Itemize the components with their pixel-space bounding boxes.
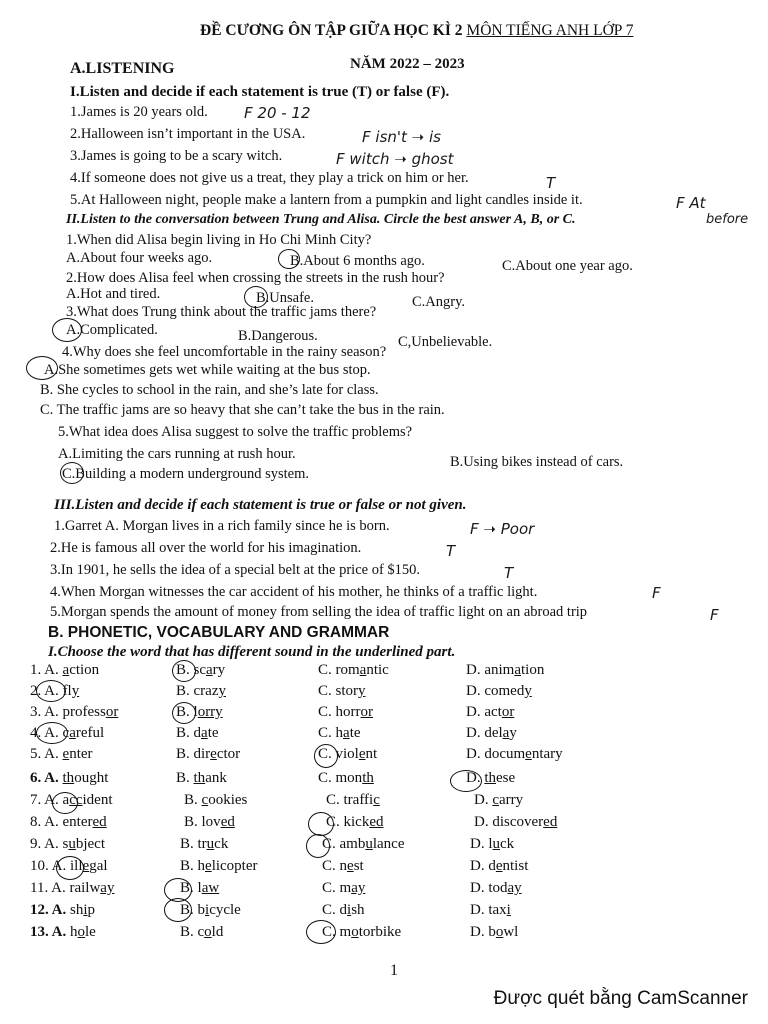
word-part: h xyxy=(70,924,78,940)
question-number: 2. A. xyxy=(30,683,63,699)
answer-circle xyxy=(56,856,84,880)
section-b-part1-title: I.Choose the word that has different sound in the underlined part. xyxy=(48,644,456,660)
word-part: C. d xyxy=(322,902,348,918)
handwritten-note: F 20 - 12 xyxy=(244,104,311,122)
part2-q3-b: B.Dangerous. xyxy=(238,328,318,344)
word-part: arry xyxy=(499,792,524,808)
word-part: B. l xyxy=(176,704,198,720)
word-part: B. d xyxy=(176,725,202,741)
word-part: D. del xyxy=(466,725,503,741)
option-c xyxy=(318,662,389,679)
word-part: B. dir xyxy=(176,746,211,762)
part2-q3-c: C,Unbelievable. xyxy=(398,334,493,350)
option-a xyxy=(30,902,95,919)
underlined-part: e xyxy=(347,858,354,874)
underlined-part: or xyxy=(105,704,119,720)
option-a xyxy=(30,662,99,679)
option-b xyxy=(180,836,228,853)
question-number: 4. A. xyxy=(30,725,63,741)
option-d xyxy=(470,902,511,919)
word-part: ank xyxy=(205,770,227,786)
part2-q1-c: C.About one year ago. xyxy=(502,258,633,274)
word-part: fl xyxy=(62,683,72,699)
question-number: 1. A. xyxy=(30,662,63,678)
answer-circle xyxy=(308,812,334,836)
underlined-part: ay xyxy=(507,880,522,896)
part2-q4-c: C. The traffic jams are so heavy that she can’t take the bus in the rain. xyxy=(40,402,445,418)
question-number: 5. A. xyxy=(30,746,63,762)
underlined-part: y xyxy=(358,683,366,699)
option-b xyxy=(176,683,226,700)
underlined-part: a xyxy=(514,662,521,678)
word-part: le xyxy=(85,924,96,940)
part3-item-4: 4.When Morgan witnesses the car accident of his mother, he thinks of a traffic light. xyxy=(50,584,538,600)
word-part: B. xyxy=(184,792,202,808)
phonetic-row xyxy=(30,924,768,944)
underlined-part: or xyxy=(360,704,373,720)
option-c xyxy=(326,792,380,809)
phonetic-row xyxy=(30,880,768,900)
handwritten-note: F At xyxy=(676,194,706,212)
word-part: B. xyxy=(176,770,194,786)
phonetic-row xyxy=(30,662,768,682)
option-c xyxy=(326,814,384,831)
word-part: C. traffi xyxy=(326,792,374,808)
part2-q3: 3.What does Trung think about the traffic jams there? xyxy=(66,304,377,320)
option-c xyxy=(318,725,361,742)
word-part: licopter xyxy=(211,858,258,874)
word-part: D. d xyxy=(470,858,496,874)
part2-q1-b: B.About 6 months ago. xyxy=(290,253,425,269)
word-part: st xyxy=(353,858,364,874)
handwritten-note: F ➝ Poor xyxy=(470,520,535,538)
option-c xyxy=(318,683,366,700)
underlined-part: a xyxy=(206,662,213,678)
word-part: te xyxy=(207,725,219,741)
part3-item-5: 5.Morgan spends the amount of money from selling the idea of traffic light on an abroad trip xyxy=(50,604,588,620)
option-c xyxy=(322,902,365,919)
option-b xyxy=(180,924,223,941)
answer-circle xyxy=(52,792,78,814)
word-part: C. mon xyxy=(318,770,363,786)
answer-circle xyxy=(164,898,192,922)
option-c xyxy=(322,858,364,875)
part2-q5: 5.What idea does Alisa suggest to solve the traffic problems? xyxy=(58,424,413,440)
part1-item-4: 4.If someone does not give us a treat, they play a trick on him or her. xyxy=(70,170,469,186)
part2-q2-a: A.Hot and tired. xyxy=(66,286,161,302)
word-part: D. act xyxy=(466,704,502,720)
underlined-part: ed xyxy=(92,814,107,830)
word-part: ction xyxy=(69,662,100,678)
underlined-part: ay xyxy=(351,880,366,896)
underlined-part: c xyxy=(373,792,380,808)
underlined-part: i xyxy=(205,902,210,918)
option-d xyxy=(466,746,563,763)
title-left: ĐỀ CƯƠNG ÔN TẬP GIỮA HỌC KÌ 2 xyxy=(200,22,467,39)
word-part: bject xyxy=(75,836,106,852)
underlined-part: e xyxy=(358,746,366,762)
option-a xyxy=(30,770,108,787)
part2-q5-c: C.Building a modern underground system. xyxy=(62,466,310,482)
option-a xyxy=(30,924,96,941)
underlined-part: th xyxy=(193,770,206,786)
underlined-part: a xyxy=(343,725,350,741)
part1-item-3: 3.James is going to be a scary witch. xyxy=(70,148,283,164)
question-number: 6. A. xyxy=(30,770,63,786)
part2-q2-b: B.Unsafe. xyxy=(256,290,314,306)
underlined-part: i xyxy=(506,902,511,918)
option-d xyxy=(466,704,514,721)
answer-circle xyxy=(60,462,84,484)
option-b xyxy=(184,792,247,809)
underlined-part: e xyxy=(82,858,90,874)
answer-circle xyxy=(278,249,300,269)
option-c xyxy=(322,880,365,897)
word-part: s xyxy=(62,836,69,852)
part3-item-1: 1.Garret A. Morgan lives in a rich family since he is born. xyxy=(54,518,390,534)
part2-q5-b: B.Using bikes instead of cars. xyxy=(450,454,624,470)
part2-q4: 4.Why does she feel uncomfortable in the rainy season? xyxy=(62,344,387,360)
word-part: p xyxy=(87,902,96,918)
option-d xyxy=(466,662,544,679)
part2-q2: 2.How does Alisa feel when crossing the streets in the rush hour? xyxy=(66,270,445,286)
word-part: C. horr xyxy=(318,704,361,720)
part1-item-1: 1.James is 20 years old. xyxy=(70,104,208,120)
phonetic-row xyxy=(30,683,768,703)
answer-circle xyxy=(306,834,330,858)
underlined-part: cc xyxy=(69,792,83,808)
camscanner-footer: Được quét bằng CamScanner xyxy=(493,988,748,1009)
option-d xyxy=(470,836,514,853)
answer-circle xyxy=(172,660,196,682)
handwritten-note: F witch ➝ ghost xyxy=(336,150,454,168)
word-part: nt xyxy=(365,746,378,762)
word-part: sh xyxy=(70,902,84,918)
option-d xyxy=(470,880,522,897)
underlined-part: e xyxy=(62,746,70,762)
word-part: torbike xyxy=(358,924,402,940)
word-part: D. docum xyxy=(466,746,526,762)
word-part: C. amb xyxy=(322,836,366,852)
question-number: 9. A. xyxy=(30,836,63,852)
option-a xyxy=(30,880,114,897)
option-d xyxy=(470,924,518,941)
word-part: profess xyxy=(62,704,106,720)
handwritten-note: before xyxy=(706,212,749,227)
option-b xyxy=(176,746,240,763)
word-part: B. h xyxy=(180,858,206,874)
underlined-part: a xyxy=(201,725,208,741)
answer-circle xyxy=(172,702,196,724)
part2-title: II.Listen to the conversation between Trung and Alisa. Circle the best answer A, B, or C. xyxy=(66,212,576,227)
option-b xyxy=(180,858,258,875)
underlined-part: u xyxy=(68,836,76,852)
option-d xyxy=(470,858,528,875)
option-b xyxy=(176,770,227,787)
word-part: gal xyxy=(89,858,108,874)
part2-q5-a: A.Limiting the cars running at rush hour. xyxy=(58,446,296,462)
part2-q3-a: A.Complicated. xyxy=(66,322,158,338)
word-part: C. viol xyxy=(318,746,359,762)
phonetic-table xyxy=(30,662,768,952)
phonetic-row xyxy=(30,746,768,766)
option-d xyxy=(466,725,517,742)
word-part: D. tax xyxy=(470,902,507,918)
word-part: sh xyxy=(351,902,365,918)
word-part: ookies xyxy=(208,792,248,808)
word-part: C. n xyxy=(322,858,348,874)
part2-q4-a: A.She sometimes gets wet while waiting at the bus stop. xyxy=(44,362,371,378)
option-c xyxy=(322,836,404,853)
question-number: 12. A. xyxy=(30,902,71,918)
word-part: a xyxy=(62,792,70,808)
underlined-part: a xyxy=(502,725,510,741)
question-number: 8. A. xyxy=(30,814,63,830)
option-d xyxy=(474,792,523,809)
part2-q1-a: A.About four weeks ago. xyxy=(66,250,213,266)
word-part: enter xyxy=(62,814,93,830)
school-year: NĂM 2022 – 2023 xyxy=(350,56,465,72)
word-part: B. l xyxy=(180,880,202,896)
question-number: 13. A. xyxy=(30,924,71,940)
word-part: lance xyxy=(372,836,405,852)
word-part: te xyxy=(349,725,361,741)
word-part: wl xyxy=(503,924,519,940)
word-part: ntist xyxy=(502,858,529,874)
word-part: nter xyxy=(69,746,93,762)
underlined-part: u xyxy=(365,836,373,852)
word-part: ld xyxy=(211,924,224,940)
option-a xyxy=(30,836,105,853)
word-part: C. m xyxy=(322,924,352,940)
underlined-part: u xyxy=(492,836,500,852)
underlined-part: u xyxy=(206,836,215,852)
handwritten-note: F isn't ➝ is xyxy=(362,128,441,146)
word-part: D. anim xyxy=(466,662,515,678)
question-number: 7. A. xyxy=(30,792,63,808)
underlined-part: a xyxy=(359,662,367,678)
underlined-part: o xyxy=(77,924,86,940)
underlined-part: th xyxy=(62,770,75,786)
underlined-part: th xyxy=(362,770,374,786)
word-part: y xyxy=(509,725,517,741)
word-part: C. h xyxy=(318,725,344,741)
option-b xyxy=(176,725,219,742)
underlined-part: o xyxy=(204,924,212,940)
word-part: ought xyxy=(74,770,109,786)
word-part: D. l xyxy=(470,836,493,852)
part1-item-2: 2.Halloween isn’t important in the USA. xyxy=(70,126,306,142)
word-part: B. tr xyxy=(180,836,207,852)
part3-item-3: 3.In 1901, he sells the idea of a special belt at the price of $150. xyxy=(50,562,421,578)
title-right: MÔN TIẾNG ANH LỚP 7 xyxy=(466,22,634,39)
answer-circle xyxy=(26,356,58,380)
phonetic-row xyxy=(30,770,768,790)
question-number: 3. A. xyxy=(30,704,63,720)
word-part: ck xyxy=(500,836,515,852)
section-b-title: B. PHONETIC, VOCABULARY AND GRAMMAR xyxy=(48,624,390,641)
part1-title: I.Listen and decide if each statement is true (T) or false (F). xyxy=(70,84,450,100)
handwritten-note: T xyxy=(546,174,556,192)
underlined-part: e xyxy=(525,746,532,762)
word-part: C. stor xyxy=(318,683,359,699)
underlined-part: e xyxy=(205,858,212,874)
word-part: ry xyxy=(212,662,226,678)
part1-item-5: 5.At Halloween night, people make a lantern from a pumpkin and light candles inside it. xyxy=(70,192,583,208)
answer-circle xyxy=(52,318,82,342)
word-part: D. discover xyxy=(474,814,544,830)
underlined-part: e xyxy=(210,746,217,762)
underlined-part: c xyxy=(201,792,209,808)
underlined-part: aw xyxy=(201,880,220,896)
phonetic-row xyxy=(30,836,768,856)
section-a-title: A.LISTENING xyxy=(70,60,175,77)
word-part: D. xyxy=(466,770,485,786)
option-b xyxy=(184,814,235,831)
underlined-part: y xyxy=(218,683,226,699)
part2-q4-b: B. She cycles to school in the rain, and she’s late for class. xyxy=(40,382,379,398)
answer-circle xyxy=(306,920,336,944)
word-part: ill xyxy=(70,858,83,874)
word-part: c xyxy=(62,725,70,741)
option-d xyxy=(466,683,532,700)
phonetic-row xyxy=(30,704,768,724)
word-part: D. tod xyxy=(470,880,508,896)
phonetic-row xyxy=(30,814,768,834)
word-part: D. b xyxy=(470,924,496,940)
underlined-part: orry xyxy=(197,704,223,720)
underlined-part: e xyxy=(495,858,503,874)
underlined-part: ay xyxy=(100,880,115,896)
word-part: ese xyxy=(496,770,516,786)
underlined-part: ed xyxy=(543,814,558,830)
answer-circle xyxy=(36,680,66,702)
word-part: cycle xyxy=(209,902,241,918)
answer-circle xyxy=(314,744,338,768)
option-d xyxy=(474,814,557,831)
word-part: B. lov xyxy=(184,814,221,830)
underlined-part: o xyxy=(351,924,359,940)
part3-title: III.Listen and decide if each statement is true or false or not given. xyxy=(54,497,467,513)
phonetic-row xyxy=(30,902,768,922)
word-part: railw xyxy=(69,880,101,896)
word-part: C. m xyxy=(322,880,352,896)
part2-q1: 1.When did Alisa begin living in Ho Chi Minh City? xyxy=(66,232,372,248)
phonetic-row xyxy=(30,792,768,812)
word-part: B. b xyxy=(180,902,206,918)
word-part: tion xyxy=(521,662,545,678)
handwritten-note: F xyxy=(710,606,719,624)
underlined-part: a xyxy=(69,725,76,741)
word-part: ctor xyxy=(216,746,241,762)
word-part: ident xyxy=(82,792,113,808)
word-part: ntary xyxy=(531,746,563,762)
word-part: B. c xyxy=(180,924,205,940)
document-title xyxy=(200,22,633,40)
word-part: ck xyxy=(214,836,229,852)
answer-circle xyxy=(450,770,485,792)
underlined-part: c xyxy=(492,792,500,808)
question-number: 11. A. xyxy=(30,880,70,896)
handwritten-note: T xyxy=(504,564,514,582)
word-part: reful xyxy=(75,725,105,741)
underlined-part: o xyxy=(495,924,504,940)
part3-item-2: 2.He is famous all over the world for his imagination. xyxy=(50,540,362,556)
word-part: D. comed xyxy=(466,683,525,699)
word-part: ntic xyxy=(366,662,389,678)
word-part: C. kick xyxy=(326,814,370,830)
handwritten-note: F xyxy=(652,584,661,602)
underlined-part: i xyxy=(83,902,88,918)
underlined-part: th xyxy=(484,770,497,786)
underlined-part: ed xyxy=(369,814,384,830)
option-a xyxy=(30,814,107,831)
underlined-part: y xyxy=(524,683,532,699)
page-number: 1 xyxy=(390,962,398,979)
word-part: B. sc xyxy=(176,662,206,678)
word-part: C. rom xyxy=(318,662,360,678)
option-a xyxy=(30,746,93,763)
option-c xyxy=(318,770,374,787)
underlined-part: or xyxy=(501,704,515,720)
underlined-part: ed xyxy=(220,814,235,830)
phonetic-row xyxy=(30,725,768,745)
handwritten-note: T xyxy=(446,542,456,560)
part2-q2-c: C.Angry. xyxy=(412,294,466,310)
question-number: 10. A. xyxy=(30,858,71,874)
option-a xyxy=(30,704,118,721)
answer-circle xyxy=(36,722,68,744)
phonetic-row xyxy=(30,858,768,878)
word-part: B. craz xyxy=(176,683,219,699)
option-c xyxy=(318,704,373,721)
underlined-part: a xyxy=(62,662,70,678)
underlined-part: y xyxy=(71,683,80,699)
word-part: D. xyxy=(474,792,493,808)
underlined-part: i xyxy=(347,902,352,918)
